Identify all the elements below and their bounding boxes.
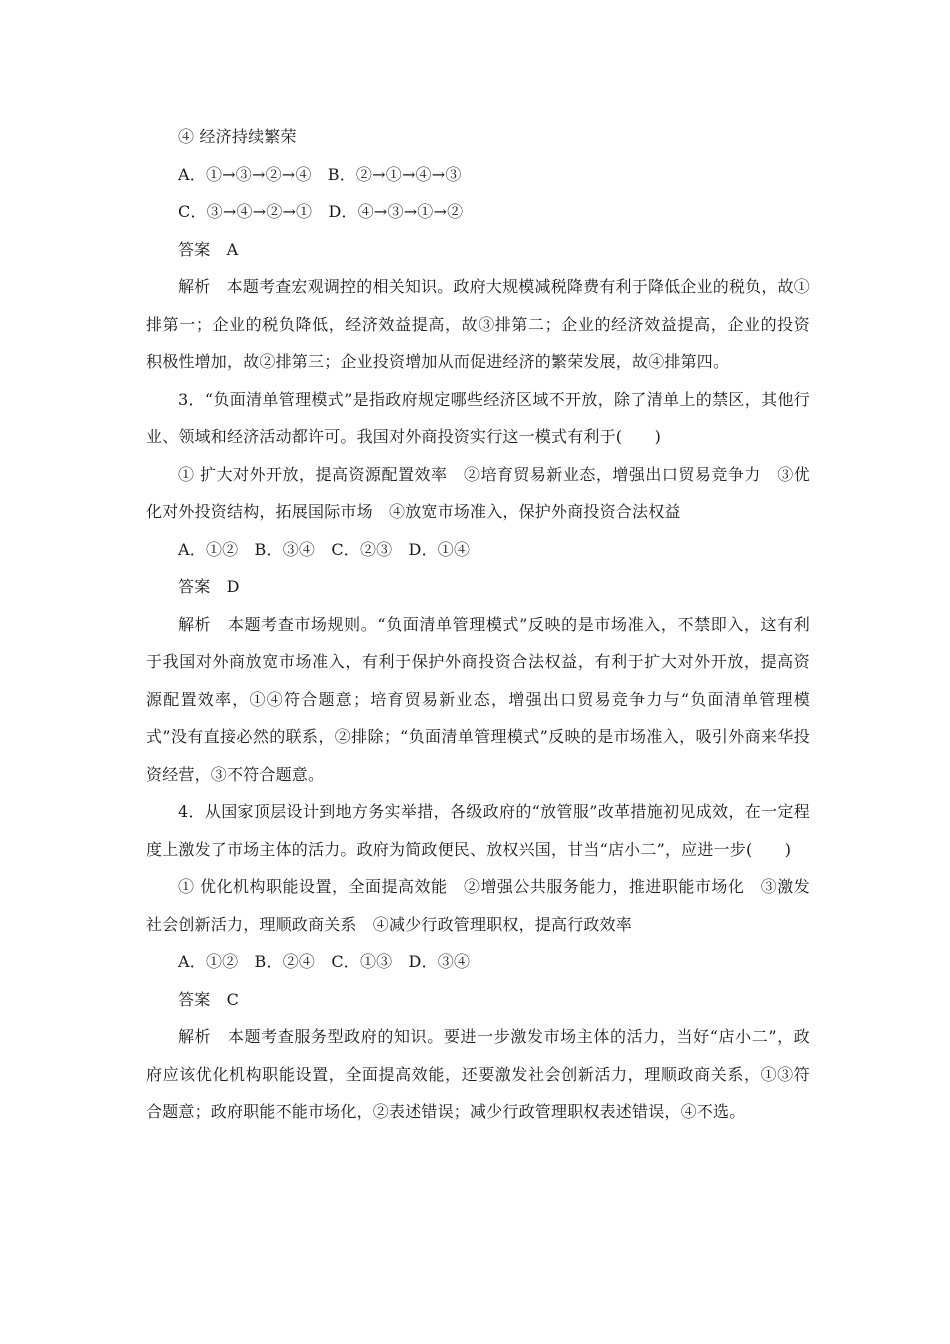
q4-options: ① 优化机构职能设置，全面提高效能 ②增强公共服务能力，推进职能市场化 ③激发社会创新活力，理顺政商关系 ④减少行政管理职权，提高行政效率 bbox=[146, 877, 810, 934]
q3-choices: A．①② B．③④ C．②③ D．①④ bbox=[178, 539, 471, 559]
q2-choices-ab: A．①→③→②→④ B．②→①→④→③ bbox=[178, 164, 462, 184]
q2-answer: 答案 A bbox=[178, 239, 239, 259]
q4-analysis: 解析 本题考查服务型政府的知识。要进一步激发市场主体的活力，当好“店小二”，政府应该优化机构职能设置，全面提高效能，还要激发社会创新活力，理顺政商关系，①③符合题意；政府职能不能市场化，②表述错误；减少行政管理职权表述错误，④不选。 bbox=[146, 1027, 810, 1121]
q3-answer: 答案 D bbox=[178, 577, 240, 596]
q2-analysis: 解析 本题考查宏观调控的相关知识。政府大规模减税降费有利于降低企业的税负，故①排第一；企业的税负降低，经济效益提高，故③排第二；企业的经济效益提高，企业的投资积极性增加，故②排第三；企业投资增加从而促进经济的繁荣发展，故④排第四。 bbox=[146, 277, 810, 371]
q4-choices: A．①② B．②④ C．①③ D．③④ bbox=[178, 952, 471, 971]
q4-stem: 4．从国家顶层设计到地方务实举措，各级政府的“放管服”改革措施初见成效，在一定程度上激发了市场主体的活力。政府为简政便民、放权兴国，甘当“店小二”，应进一步( ) bbox=[146, 802, 810, 859]
q2-choices-cd: C．③→④→②→① D．④→③→①→② bbox=[178, 202, 464, 221]
q4-answer: 答案 C bbox=[178, 989, 240, 1009]
q3-stem: 3．“负面清单管理模式”是指政府规定哪些经济区域不开放，除了清单上的禁区，其他行业、领域和经济活动都许可。我国对外商投资实行这一模式有利于( ) bbox=[146, 389, 810, 446]
document-page bbox=[146, 118, 810, 1131]
q3-options: ① 扩大对外开放，提高资源配置效率 ②培育贸易新业态，增强出口贸易竞争力 ③优化对外投资结构，拓展国际市场 ④放宽市场准入，保护外商投资合法权益 bbox=[146, 464, 810, 521]
q2-option-4: ④ 经济持续繁荣 bbox=[178, 127, 297, 146]
q3-analysis: 解析 本题考查市场规则。“负面清单管理模式”反映的是市场准入，不禁即入，这有利于我国对外商放宽市场准入，有利于保护外商投资合法权益，有利于扩大对外开放，提高资源配置效率，①④符合题意；培育贸易新业态，增强出口贸易竞争力与“负面清单管理模式”没有直接必然的联系，②排除；“负面清单管理模式”反映的是市场准入，吸引外商来华投资经营，③不符合题意。 bbox=[146, 614, 810, 784]
